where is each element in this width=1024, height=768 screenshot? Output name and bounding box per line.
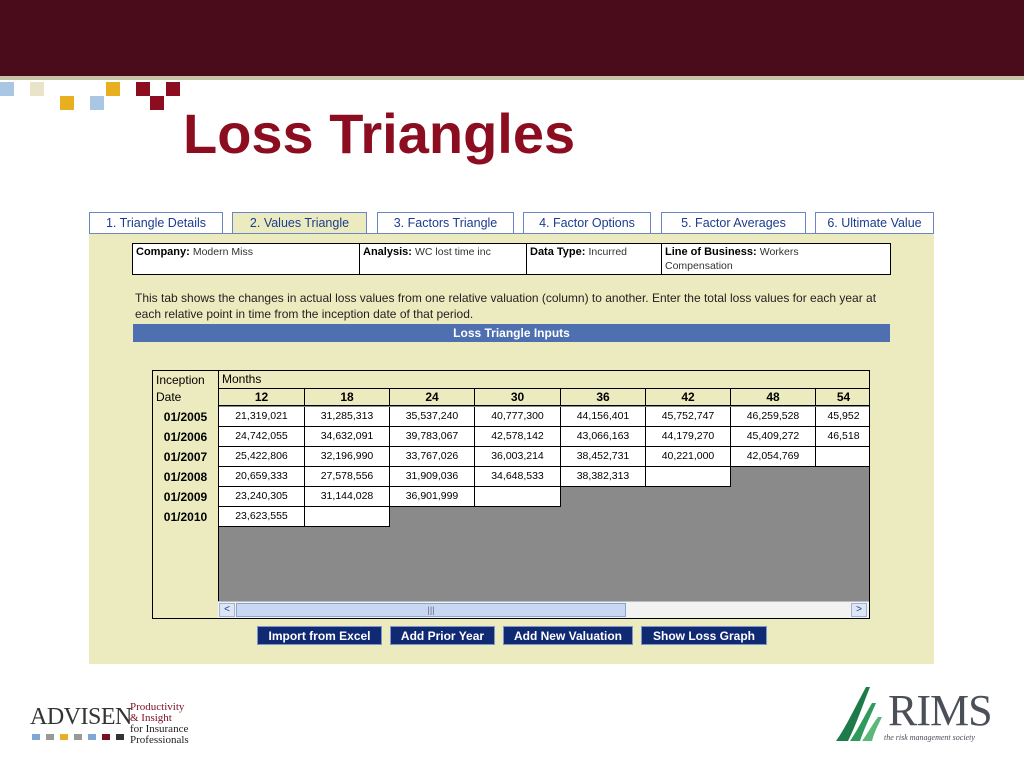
loss-value-cell[interactable]: 40,221,000: [646, 447, 731, 467]
loss-value-cell[interactable]: 44,179,270: [646, 427, 731, 447]
advisen-tagline: [130, 702, 189, 746]
column-header-30: 30: [475, 389, 561, 406]
section-title: Loss Triangle Inputs: [133, 324, 890, 342]
loss-value-cell[interactable]: [816, 447, 870, 467]
loss-value-cell[interactable]: 45,752,747: [646, 407, 731, 427]
analysis-cell: [360, 244, 527, 274]
lob-value-line2: Compensation: [665, 260, 733, 272]
inception-label: Inception: [156, 373, 205, 387]
loss-value-cell[interactable]: 42,054,769: [731, 447, 816, 467]
tab-triangle-details[interactable]: 1. Triangle Details: [89, 212, 223, 233]
datatype-cell: [527, 244, 662, 274]
lob-label: Line of Business:: [665, 246, 757, 258]
months-header: [219, 371, 870, 389]
analysis-value: WC lost time inc: [414, 246, 491, 258]
loss-value-cell[interactable]: [646, 467, 731, 487]
horizontal-scrollbar[interactable]: [218, 601, 869, 618]
loss-value-cell[interactable]: 24,742,055: [219, 427, 305, 447]
loss-value-cell[interactable]: [305, 507, 390, 527]
advisen-wordmark: ADVISEN: [30, 704, 132, 730]
loss-value-cell[interactable]: 31,285,313: [305, 407, 390, 427]
scroll-right-button[interactable]: >: [851, 603, 867, 617]
row-date-label: 01/2010: [163, 510, 208, 524]
column-header-36: 36: [561, 389, 646, 406]
loss-value-cell[interactable]: 27,578,556: [305, 467, 390, 487]
advisen-tag-line4: Professionals: [130, 734, 189, 746]
loss-triangle-grid: [152, 370, 870, 619]
triangle-info-bar: [132, 243, 891, 275]
loss-value-cell[interactable]: 44,156,401: [561, 407, 646, 427]
loss-value-cell[interactable]: 21,319,021: [219, 407, 305, 427]
tab-factors-triangle[interactable]: 3. Factors Triangle: [377, 212, 514, 233]
column-header-42: 42: [646, 389, 731, 406]
tab-underline: [89, 233, 934, 234]
loss-value-cell[interactable]: 43,066,163: [561, 427, 646, 447]
loss-value-cell[interactable]: 33,767,026: [390, 447, 475, 467]
datatype-label: Data Type:: [530, 246, 586, 258]
loss-value-cell[interactable]: 46,259,528: [731, 407, 816, 427]
tab-description: This tab shows the changes in actual loss values from one relative valuation (column) to another. Enter the total loss values for each year at each relative point in time from the inception date of that period.: [135, 291, 877, 321]
datatype-value: Incurred: [588, 246, 628, 258]
rims-tagline: the risk management society: [884, 733, 975, 742]
company-value: Modern Miss: [192, 246, 253, 258]
loss-value-cell[interactable]: 42,578,142: [475, 427, 561, 447]
column-header-24: 24: [390, 389, 475, 406]
advisen-logo: [28, 700, 208, 750]
loss-value-cell[interactable]: 34,648,533: [475, 467, 561, 487]
loss-value-cell[interactable]: 31,909,036: [390, 467, 475, 487]
rims-wordmark: RIMS: [888, 686, 992, 735]
add-prior-year-button[interactable]: Add Prior Year: [390, 626, 495, 645]
loss-value-cell[interactable]: 25,422,806: [219, 447, 305, 467]
column-header-48: 48: [731, 389, 816, 406]
loss-value-cell[interactable]: 35,537,240: [390, 407, 475, 427]
header-rule: [0, 76, 1024, 80]
scroll-thumb[interactable]: |||: [236, 603, 626, 617]
analysis-label: Analysis:: [363, 246, 412, 258]
company-cell: [133, 244, 360, 274]
advisen-tag-line1: Productivity: [130, 701, 185, 713]
loss-value-cell[interactable]: 36,003,214: [475, 447, 561, 467]
loss-value-cell[interactable]: 23,240,305: [219, 487, 305, 507]
column-header-12: 12: [219, 389, 305, 406]
loss-value-cell[interactable]: 38,452,731: [561, 447, 646, 467]
lob-value-line1: Workers: [759, 246, 799, 258]
rims-logo: [832, 683, 1002, 748]
advisen-tag-line3: for Insurance: [130, 723, 189, 735]
loss-value-cell[interactable]: 38,382,313: [561, 467, 646, 487]
page-title: Loss Triangles: [183, 102, 576, 165]
loss-value-cell[interactable]: 34,632,091: [305, 427, 390, 447]
loss-value-cell[interactable]: [475, 487, 561, 507]
loss-value-cell[interactable]: 45,409,272: [731, 427, 816, 447]
header-bar: [0, 0, 1024, 76]
rims-swoosh-icon: [832, 683, 888, 745]
show-loss-graph-button[interactable]: Show Loss Graph: [641, 626, 767, 645]
date-label: Date: [156, 390, 182, 404]
import-from-excel-button[interactable]: Import from Excel: [257, 626, 382, 645]
row-date-label: 01/2009: [163, 490, 208, 504]
loss-value-cell[interactable]: 32,196,990: [305, 447, 390, 467]
scroll-left-button[interactable]: <: [219, 603, 235, 617]
column-header-18: 18: [305, 389, 390, 406]
tab-factor-averages[interactable]: 5. Factor Averages: [661, 212, 806, 233]
loss-value-cell[interactable]: 36,901,999: [390, 487, 475, 507]
tab-values-triangle[interactable]: 2. Values Triangle: [232, 212, 367, 235]
loss-value-cell[interactable]: 23,623,555: [219, 507, 305, 527]
loss-value-cell[interactable]: 46,518: [816, 427, 870, 447]
row-date-label: 01/2007: [163, 450, 208, 464]
loss-value-cell[interactable]: 40,777,300: [475, 407, 561, 427]
company-label: Company:: [136, 246, 190, 258]
column-header-54: 54: [816, 389, 870, 406]
row-date-label: 01/2008: [163, 470, 208, 484]
tab-strip: [89, 212, 934, 234]
loss-value-cell[interactable]: 39,783,067: [390, 427, 475, 447]
advisen-squares-icon: [32, 734, 124, 742]
loss-value-cell[interactable]: 45,952: [816, 407, 870, 427]
row-date-label: 01/2005: [163, 410, 208, 424]
advisen-tag-line2: & Insight: [130, 712, 172, 724]
tab-factor-options[interactable]: 4. Factor Options: [523, 212, 651, 233]
add-new-valuation-button[interactable]: Add New Valuation: [503, 626, 633, 645]
tab-ultimate-value[interactable]: 6. Ultimate Value: [815, 212, 934, 233]
months-label: Months: [222, 372, 262, 386]
lob-cell: [662, 244, 890, 274]
loss-value-cell[interactable]: 20,659,333: [219, 467, 305, 487]
row-date-label: 01/2006: [163, 430, 208, 444]
loss-value-cell[interactable]: 31,144,028: [305, 487, 390, 507]
